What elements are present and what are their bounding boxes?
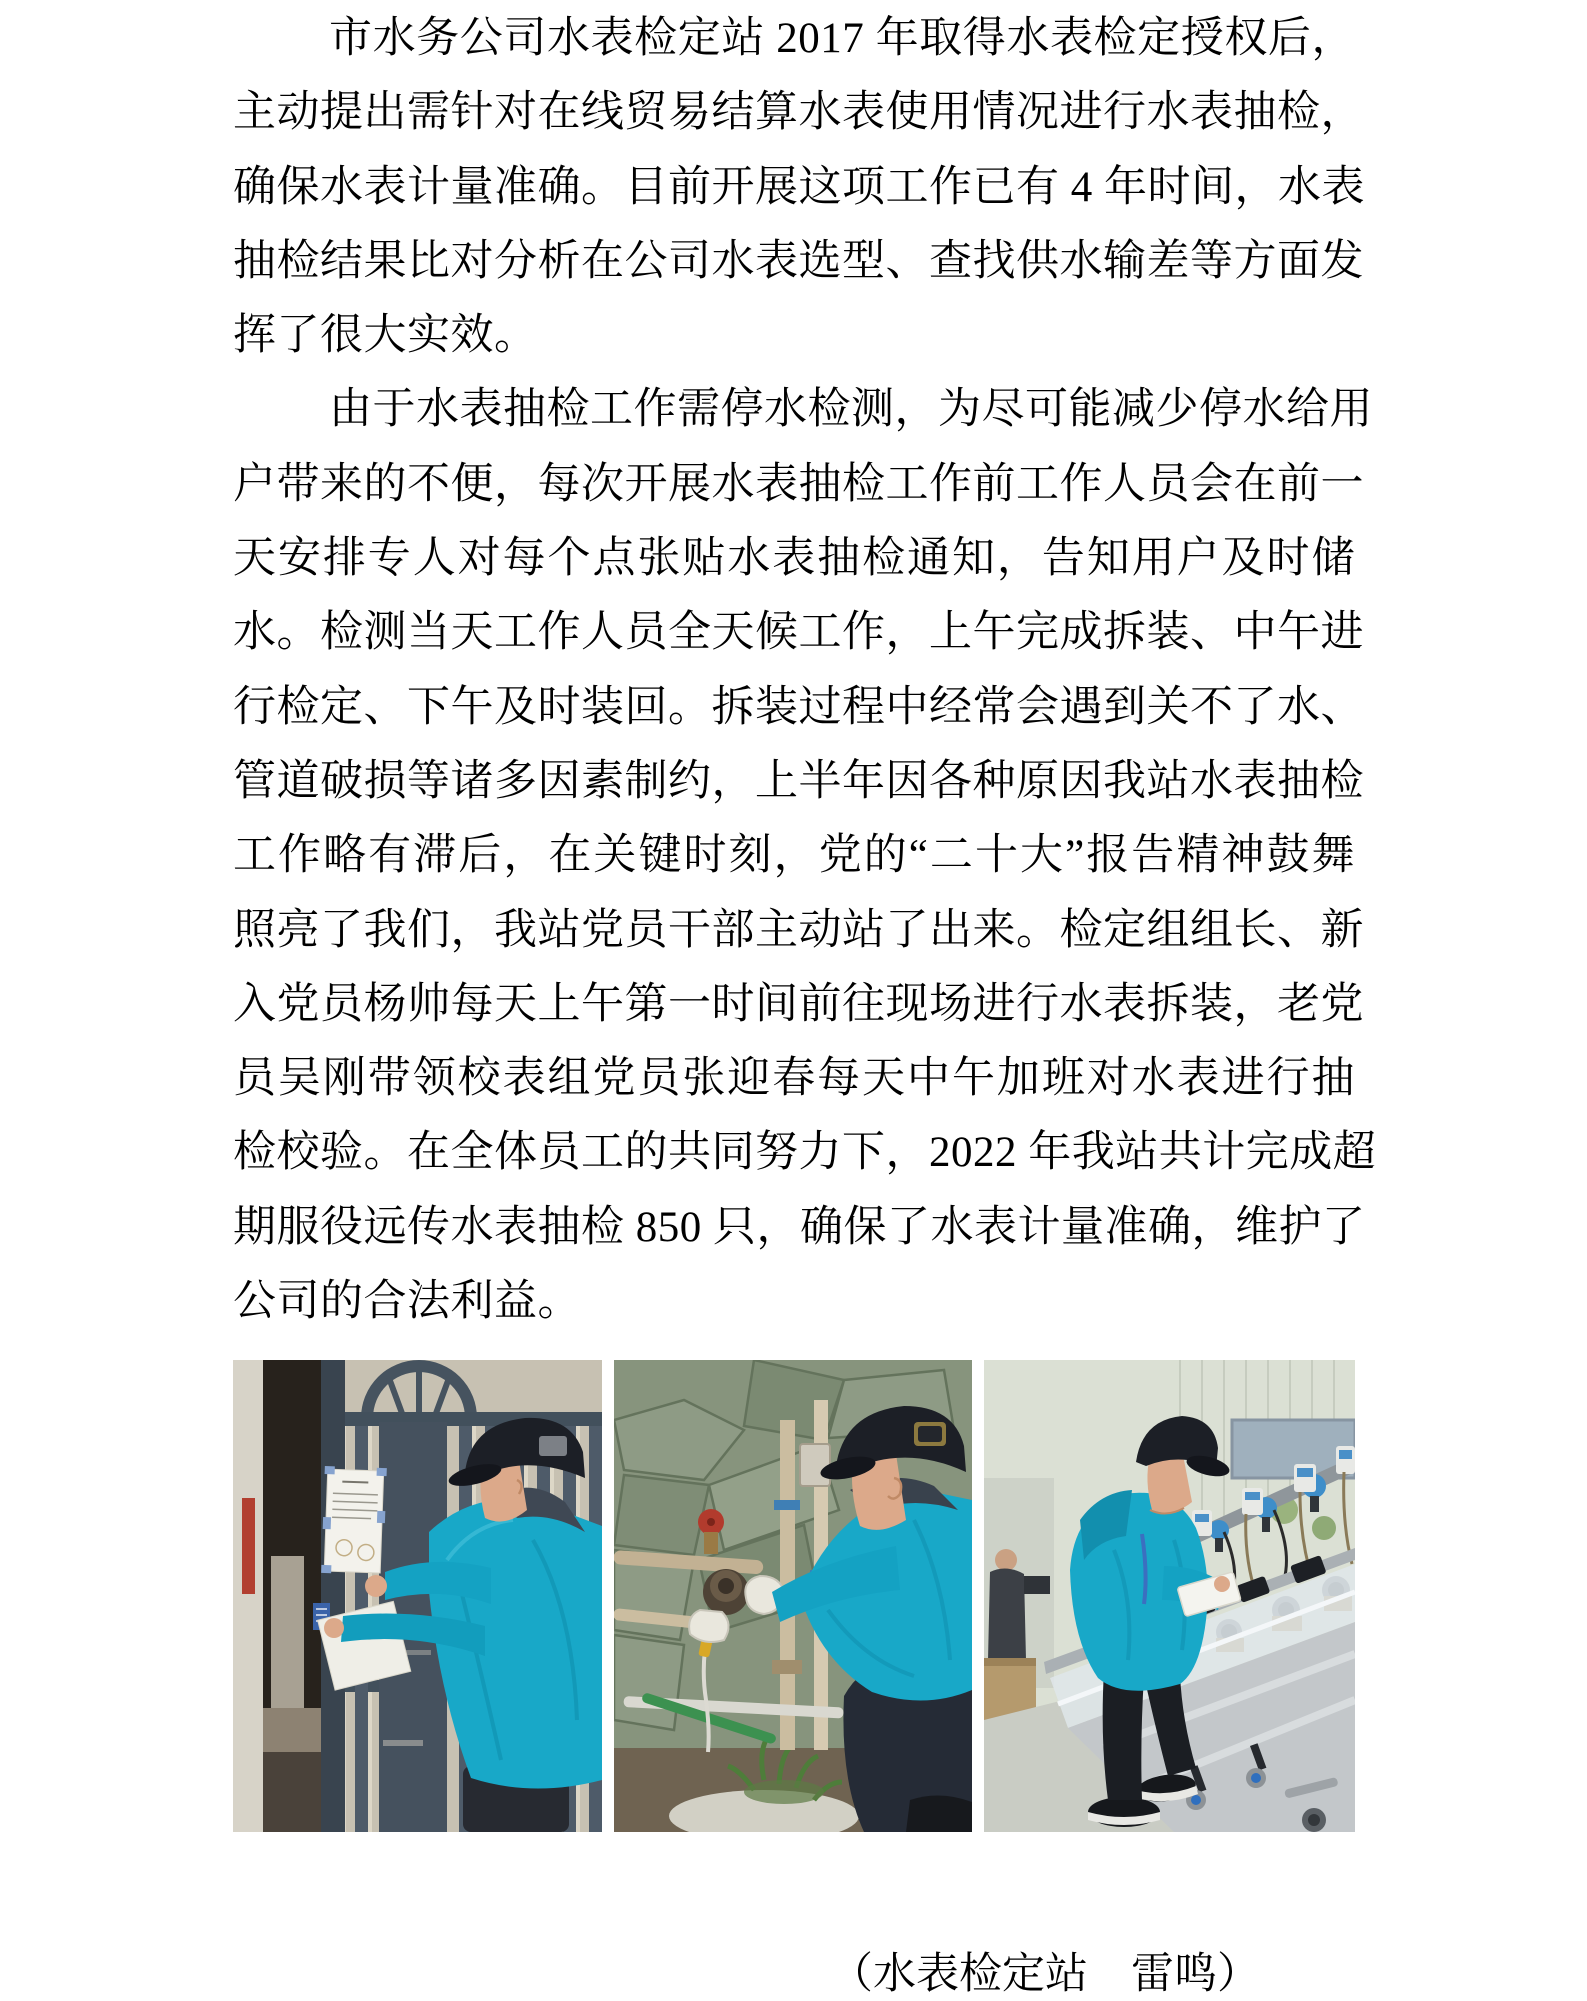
body-text-line: 员吴刚带领校表组党员张迎春每天中午加班对水表进行抽 <box>233 1055 1355 1103</box>
photo-row <box>233 1360 1359 1832</box>
photo-meter-removal <box>614 1360 972 1832</box>
body-text-line: 户带来的不便，每次开展水表抽检工作前工作人员会在前一 <box>233 460 1364 508</box>
body-text-line: 水。检测当天工作人员全天候工作，上午完成拆装、中午进 <box>233 609 1364 657</box>
photo-posting-notice <box>233 1360 602 1832</box>
wall-strip <box>233 1360 263 1832</box>
background-room <box>984 1478 1054 1720</box>
signature-caption <box>233 1938 1355 2001</box>
body-text-line: 确保水表计量准确。目前开展这项工作已有 4 年时间，水表 <box>233 163 1365 211</box>
article-body <box>233 2 1377 1339</box>
body-text-line: 检校验。在全体员工的共同努力下，2022 年我站共计完成超 <box>233 1129 1377 1177</box>
body-text-line: 工作略有滞后，在关键时刻，党的“二十大”报告精神鼓舞 <box>233 832 1355 880</box>
body-text-line: 照亮了我们，我站党员干部主动站了出来。检定组组长、新 <box>233 906 1364 954</box>
body-text-line: 期服役远传水表抽检 850 只，确保了水表计量准确，维护了 <box>233 1203 1366 1251</box>
body-text-line: 天安排专人对每个点张贴水表抽检通知，告知用户及时储 <box>233 535 1355 583</box>
body-text-line: 公司的合法利益。 <box>233 1278 581 1326</box>
body-text-line: 管道破损等诸多因素制约，上半年因各种原因我站水表抽检 <box>233 757 1364 805</box>
body-text-line: 入党员杨帅每天上午第一时间前往现场进行水表拆装，老党 <box>233 980 1364 1028</box>
notice-paper <box>321 1466 387 1575</box>
signature-text: （水表检定站 雷鸣） <box>830 1951 1260 1998</box>
photo-meter-calibration <box>984 1360 1355 1832</box>
body-text-line: 抽检结果比对分析在公司水表选型、查找供水输差等方面发 <box>233 237 1364 285</box>
body-text-line: 行检定、下午及时装回。拆装过程中经常会遇到关不了水、 <box>233 683 1364 731</box>
body-text-line: 由于水表抽检工作需停水检测，为尽可能减少停水给用 <box>329 386 1373 434</box>
doorway <box>263 1360 321 1832</box>
body-text-line: 主动提出需针对在线贸易结算水表使用情况进行水表抽检， <box>233 89 1364 137</box>
body-text-line: 市水务公司水表检定站 2017 年取得水表检定授权后， <box>329 15 1355 62</box>
body-text-line: 挥了很大实效。 <box>233 312 538 360</box>
